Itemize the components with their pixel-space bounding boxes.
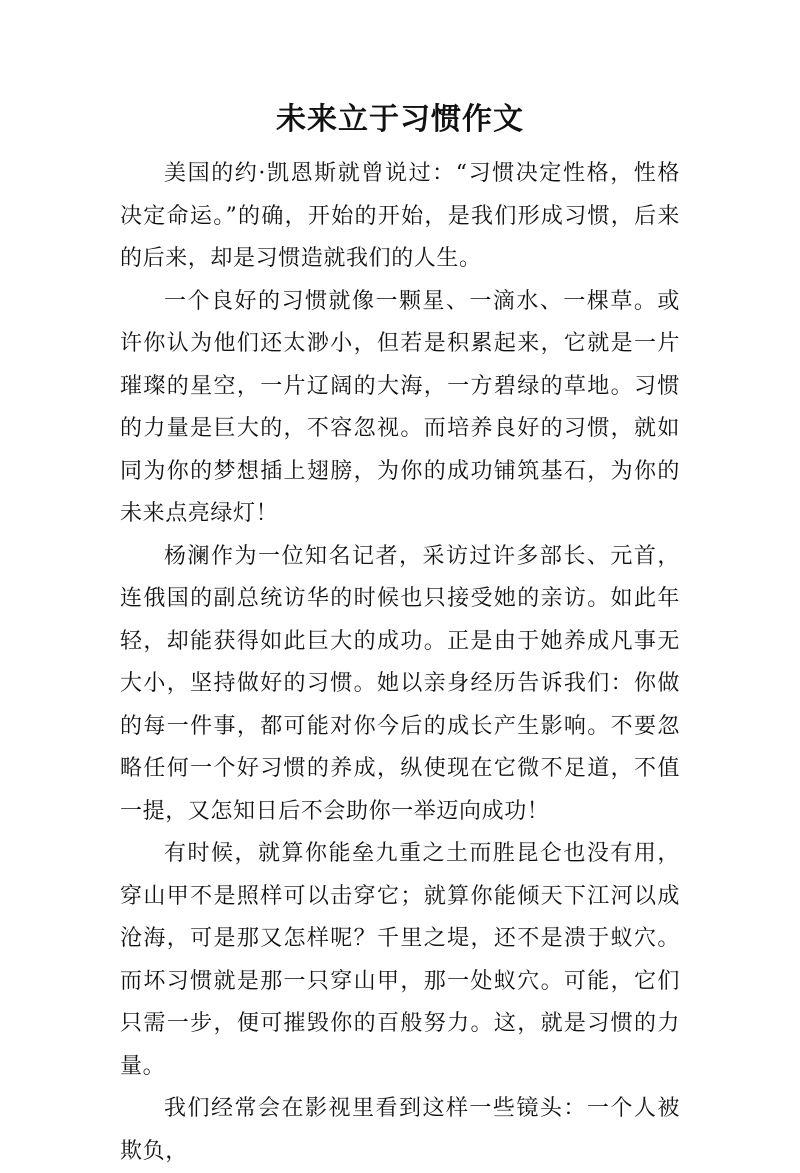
document-body xyxy=(120,153,680,1173)
paragraph: 美国的约·凯恩斯就曾说过：“习惯决定性格，性格决定命运。”的确，开始的开始，是我们形成习惯，后来的后来，却是习惯造就我们的人生。 xyxy=(120,161,680,271)
paragraph: 我们经常会在影视里看到这样一些镜头：一个人被欺负， xyxy=(120,1096,680,1164)
paragraph: 杨澜作为一位知名记者，采访过许多部长、元首，连俄国的副总统访华的时候也只接受她的亲访。如此年轻，却能获得如此巨大的成功。正是由于她养成凡事无大小，坚持做好的习惯。她以亲身经历告诉我们：你做的每一件事，都可能对你今后的成长产生影响。不要忽略任何一个好习惯的养成，纵使现在它微不足道，不值一提，又怎知日后不会助你一举迈向成功！ xyxy=(120,543,680,824)
paragraph: 有时候，就算你能垒九重之土而胜昆仑也没有用，穿山甲不是照样可以击穿它；就算你能倾天下江河以成沧海，可是那又怎样呢？千里之堤，还不是溃于蚁穴。而坏习惯就是那一只穿山甲，那一处蚁穴。可能，它们只需一步，便可摧毁你的百般努力。这，就是习惯的力量。 xyxy=(120,841,680,1079)
document-title: 未来立于习惯作文 xyxy=(276,102,524,137)
paragraph: 一个良好的习惯就像一颗星、一滴水、一棵草。或许你认为他们还太渺小，但若是积累起来，它就是一片璀璨的星空，一片辽阔的大海，一方碧绿的草地。习惯的力量是巨大的，不容忽视。而培养良好的习惯，就如同为你的梦想插上翅膀，为你的成功铺筑基石，为你的未来点亮绿灯！ xyxy=(120,288,680,526)
